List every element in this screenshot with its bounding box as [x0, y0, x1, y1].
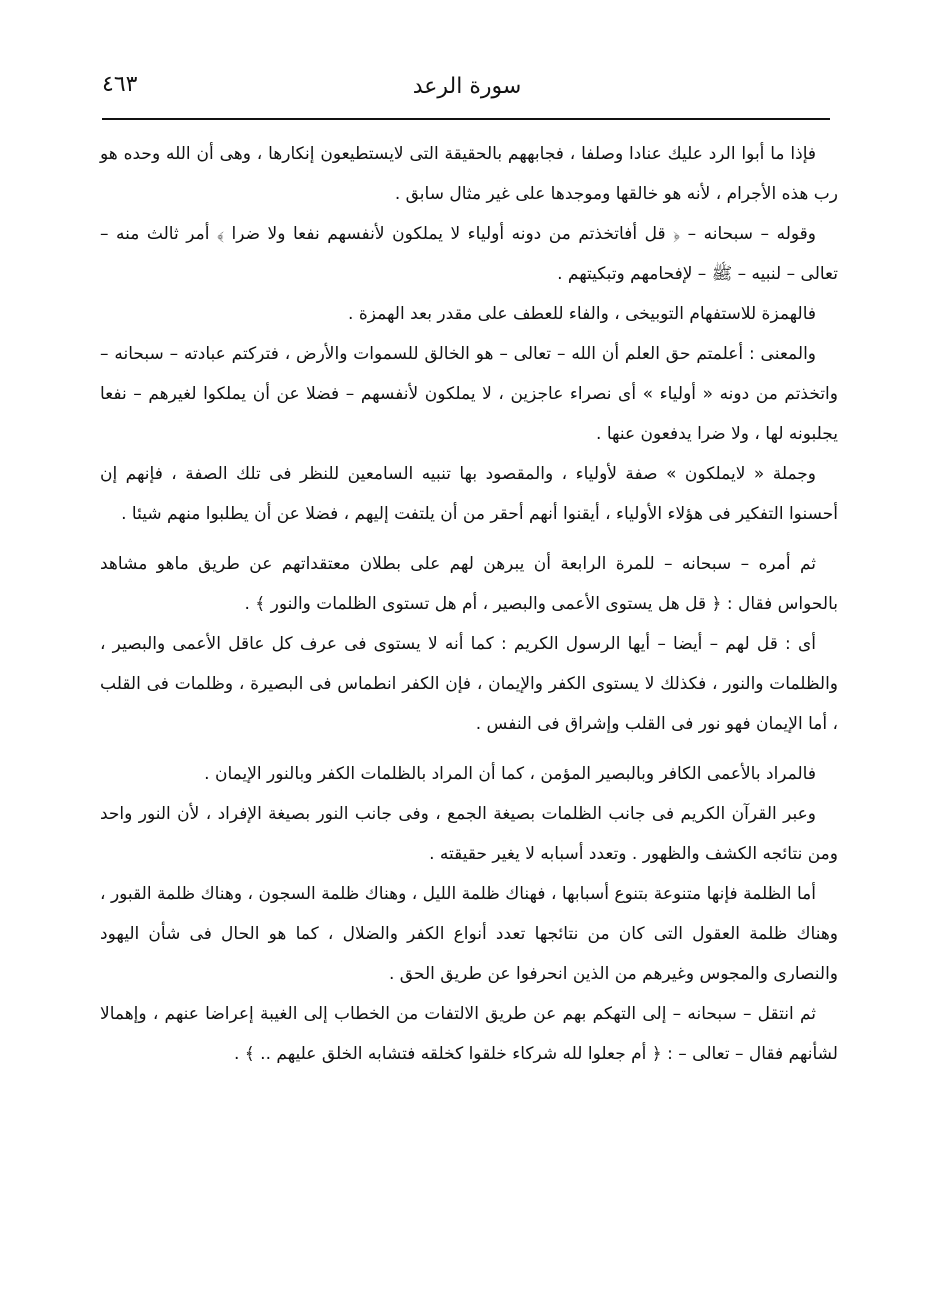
paragraph-6: ثم أمره – سبحانه – للمرة الرابعة أن يبرهن لهم على بطلان معتقداتهم عن طريق ماهو مشاهد بالحواس فقال : ﴿ قل هل يستوى الأعمى والبصير ، أم هل تستوى الظلمات والنور ﴾ . — [100, 554, 838, 614]
paragraph-7: أى : قل لهم – أيضا – أيها الرسول الكريم : كما أنه لا يستوى فى عرف كل عاقل الأعمى والبصير ، والظلمات والنور ، فكذلك لا يستوى الكفر والإيمان ، فإن الكفر انطماس فى البصيرة ، وظلمات فى القلب ، أما الإيمان فهو نور فى القلب وإشراق فى النفس . — [100, 634, 838, 734]
paragraph-2: وقوله – سبحانه – ﴿ قل أفاتخذتم من دونه أولياء لا يملكون لأنفسهم نفعا ولا ضرا ﴾ أمر ثالث منه – تعالى – لنبيه – ﷺ – لإفحامهم وتبكيتهم . — [100, 224, 838, 284]
paragraph-11: ثم انتقل – سبحانه – إلى التهكم بهم عن طريق الالتفات من الخطاب إلى الغيبة إعراضا عنهم ، وإهمالا لشأنهم فقال – تعالى – : ﴿ أم جعلوا لله شركاء خلقوا كخلقه فتشابه الخلق عليهم .. ﴾ . — [100, 1004, 838, 1064]
paragraph-9: وعبر القرآن الكريم فى جانب الظلمات بصيغة الجمع ، وفى جانب النور بصيغة الإفراد ، لأن النور واحد ومن نتائجه الكشف والظهور . وتعدد أسبابه لا يغير حقيقته . — [100, 804, 838, 864]
page-body — [100, 134, 838, 1074]
paragraph-10: أما الظلمة فإنها متنوعة بتنوع أسبابها ، فهناك ظلمة الليل ، وهناك ظلمة السجون ، وهناك ظلمة القبور ، وهناك ظلمة العقول التى كان من نتائجها تعدد أنواع الكفر والضلال ، كما هو الحال فى شأن اليهود والنصارى والمجوس وغيرهم من الذين انحرفوا عن طريق الحق . — [100, 884, 838, 984]
page-number: ٤٦٣ — [102, 72, 138, 97]
paragraph-1: فإذا ما أبوا الرد عليك عنادا وصلفا ، فجابههم بالحقيقة التى لايستطيعون إنكارها ، وهى أن الله وحده هو رب هذه الأجرام ، لأنه هو خالقها وموجدها على غير مثال سابق . — [100, 144, 838, 204]
paragraph-4: والمعنى : أعلمتم حق العلم أن الله – تعالى – هو الخالق للسموات والأرض ، فتركتم عبادته – سبحانه – واتخذتم من دونه « أولياء » أى نصراء عاجزين ، لا يملكون لأنفسهم – فضلا عن أن يملكوا لغيرهم – نفعا يجلبونه لها ، ولا ضرا يدفعون عنها . — [100, 344, 838, 444]
surah-title: سورة الرعد — [412, 74, 522, 99]
header-divider — [102, 118, 830, 120]
paragraph-8: فالمراد بالأعمى الكافر وبالبصير المؤمن ، كما أن المراد بالظلمات الكفر وبالنور الإيمان . — [204, 764, 816, 784]
page-header — [102, 68, 832, 108]
paragraph-5: وجملة « لايملكون » صفة لأولياء ، والمقصود بها تنبيه السامعين للنظر فى تلك الصفة ، فإنهم إن أحسنوا التفكير فى هؤلاء الأولياء ، أيقنوا أنهم أحقر من أن يلتفت إليهم ، فضلا عن أن يطلبوا منهم شيئا . — [100, 464, 838, 524]
paragraph-3: فالهمزة للاستفهام التوبيخى ، والفاء للعطف على مقدر بعد الهمزة . — [348, 304, 816, 324]
